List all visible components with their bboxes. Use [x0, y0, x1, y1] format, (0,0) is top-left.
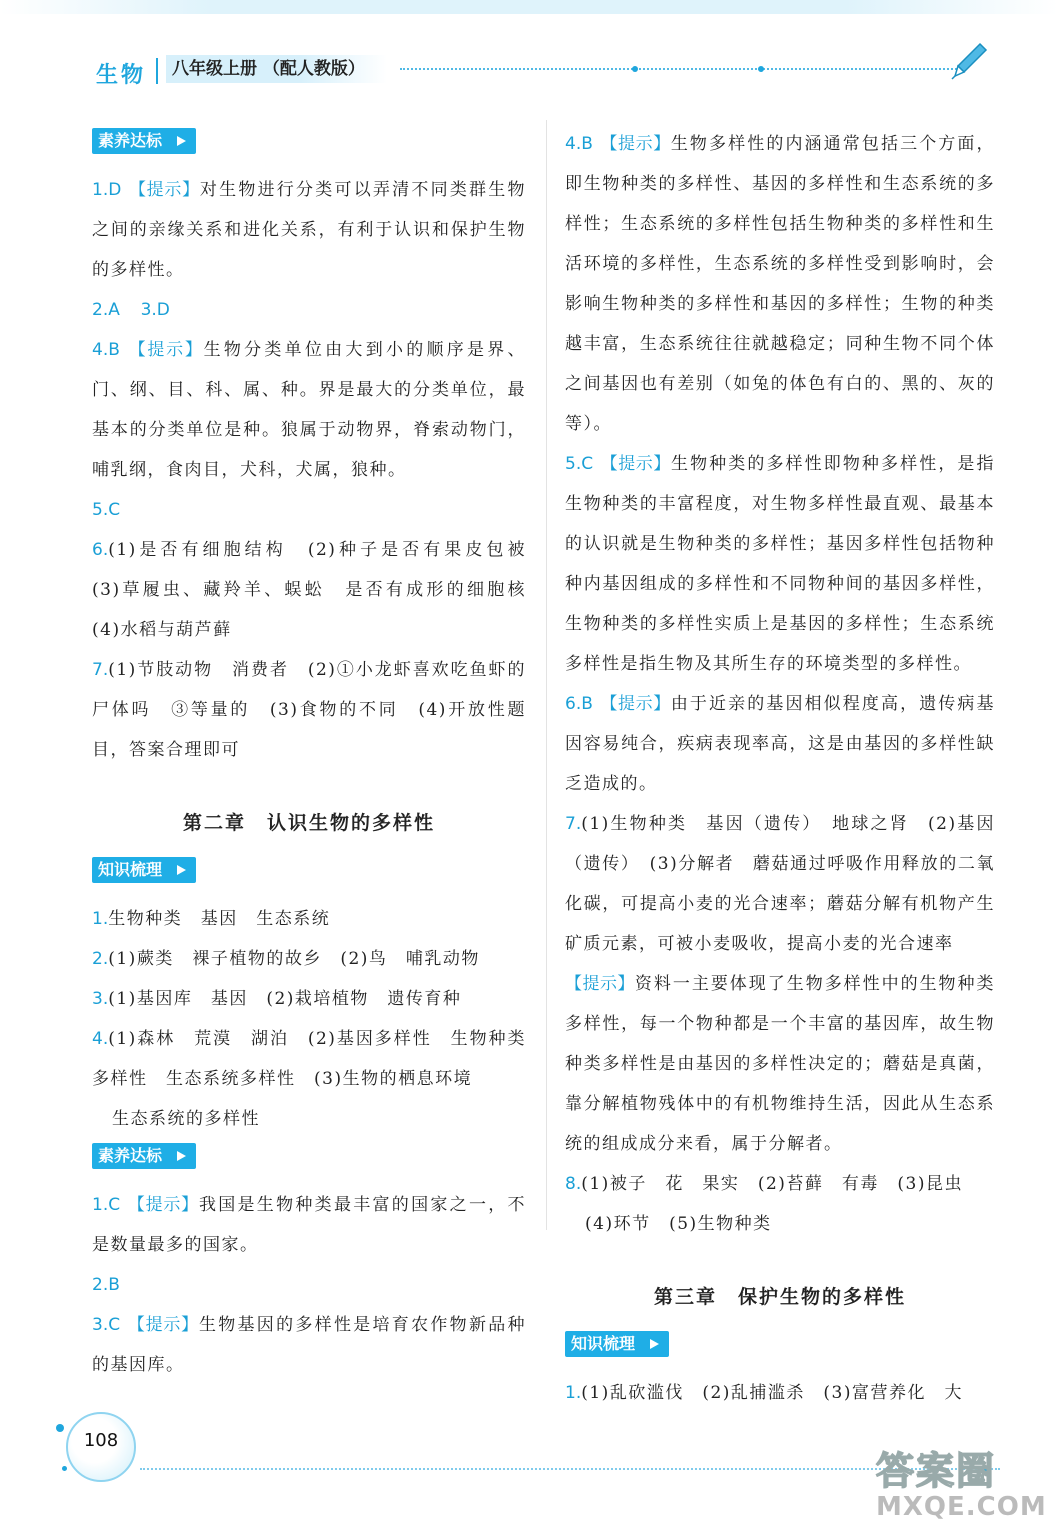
page-number: 108	[83, 1430, 119, 1451]
decor-bubble	[62, 1466, 67, 1471]
answer-item: 1.C 【提示】我国是生物种类最丰富的国家之一，不是数量最多的国家。	[92, 1195, 527, 1255]
answer-item: 7.(1)生物种类 基因（遗传） 地球之肾 (2)基因（遗传） (3)分解者 蘑菇通过呼吸作用释放的二氧化碳，可提高小麦的光合速率；蘑菇分解有机物产生矿质元素，可被小麦吸收，提高小麦的光合速率	[565, 814, 995, 954]
watermark-url: MXQE.COM	[876, 1492, 1047, 1522]
left-column	[92, 124, 545, 1385]
section-tag-zhishi: 知识梳理	[565, 1331, 669, 1357]
answer-item: 5.C 【提示】生物种类的多样性即物种多样性，是指生物种类的丰富程度，对生物多样性最直观、最基本的认识就是生物种类的多样性；基因多样性包括物种种内基因组成的多样性和不同物种间的基因多样性，生物种类的多样性实质上是基因的多样性；生态系统多样性是指生物及其所生存的环境类型的多样性。	[565, 454, 996, 674]
header-dot	[632, 66, 638, 72]
chapter-title: 第三章 保护生物的多样性	[653, 1286, 906, 1308]
watermark	[876, 1440, 1047, 1532]
answer-item: 6.B 【提示】由于近亲的基因相似程度高，遗传病基因容易纯合，疾病表现率高，这是由基因的多样性缺乏造成的。	[565, 694, 996, 794]
chapter-title: 第二章 认识生物的多样性	[182, 812, 435, 834]
header-separator	[156, 58, 158, 84]
answer-item: 4.B 【提示】生物分类单位由大到小的顺序是界、门、纲、目、科、属、种。界是最大的分类单位，最基本的分类单位是种。狼属于动物界，脊索动物门，哺乳纲，食肉目，犬科，犬属，狼种。	[92, 340, 527, 480]
decor-bubble	[56, 1424, 64, 1432]
answer-item: 4.B 【提示】生物多样性的内涵通常包括三个方面，即生物种类的多样性、基因的多样性和生态系统的多样性；生态系统的多样性包括生物种类的多样性和生活环境的多样性，生态系统的多样性受到影响时，会影响生物种类的多样性和基因的多样性；生物的种类越丰富，生态系统往往就越稳定；同种生物不同个体之间基因也有差别（如兔的体色有白的、黑的、灰的等）。	[565, 134, 996, 434]
answer-item: 4.(1)森林 荒漠 湖泊 (2)基因多样性 生物种类多样性 生态系统多样性 (3)生物的栖息环境	[92, 1029, 526, 1089]
answer-item: (4)环节 (5)生物种类	[585, 1214, 772, 1234]
answer-item: 5.C	[92, 500, 121, 520]
section-tag-suyang: 素养达标	[92, 128, 196, 154]
watermark-text: 答案圈	[876, 1449, 997, 1493]
header-grade: 八年级上册 （配人教版）	[166, 55, 387, 83]
answer-item: 3.C 【提示】生物基因的多样性是培育农作物新品种的基因库。	[92, 1315, 527, 1375]
header-dotted-line	[400, 68, 960, 70]
header-subject: 生物	[96, 63, 147, 88]
top-color-band	[0, 0, 1058, 14]
section-tag-zhishi: 知识梳理	[92, 857, 196, 883]
answer-item: 6.(1)是否有细胞结构 (2)种子是否有果皮包被 (3)草履虫、藏羚羊、蜈蚣 是否有成形的细胞核 (4)水稻与葫芦藓	[92, 540, 545, 640]
pen-icon	[948, 40, 990, 82]
column-divider	[546, 120, 547, 1230]
answer-item: 【提示】资料一主要体现了生物多样性中的生物种类多样性，每一个物种都是一个丰富的基因库，故生物种类多样性是由基因的多样性决定的；蘑菇是真菌，靠分解植物残体中的有机物维持生活，因此从生态系统的组成成分来看，属于分解者。	[565, 974, 996, 1154]
header-dot	[758, 66, 764, 72]
footer-dotted-line	[140, 1468, 1000, 1470]
answer-item: 2.A 3.D	[92, 300, 170, 320]
section-tag-suyang: 素养达标	[92, 1143, 196, 1169]
answer-item: 7.(1)节肢动物 消费者 (2)①小龙虾喜欢吃鱼虾的尸体吗 ③等量的 (3)食物的不同 (4)开放性题目，答案合理即可	[92, 660, 526, 760]
answer-item: 2.B	[92, 1275, 120, 1295]
answer-item: 1.D 【提示】对生物进行分类可以弄清不同类群生物之间的亲缘关系和进化关系，有利于认识和保护生物的多样性。	[92, 180, 527, 280]
answer-item: 2.(1)蕨类 裸子植物的故乡 (2)鸟 哺乳动物	[92, 949, 480, 969]
answer-item: 8.(1)被子 花 果实 (2)苔藓 有毒 (3)昆虫	[565, 1174, 963, 1194]
answer-item: 1.生物种类 基因 生态系统	[92, 909, 331, 929]
answer-item: 1.(1)乱砍滥伐 (2)乱捕滥杀 (3)富营养化 大	[565, 1383, 963, 1403]
answer-item: 生态系统的多样性	[112, 1109, 260, 1129]
answer-item: 3.(1)基因库 基因 (2)栽培植物 遗传育种	[92, 989, 462, 1009]
right-column	[565, 124, 995, 1413]
